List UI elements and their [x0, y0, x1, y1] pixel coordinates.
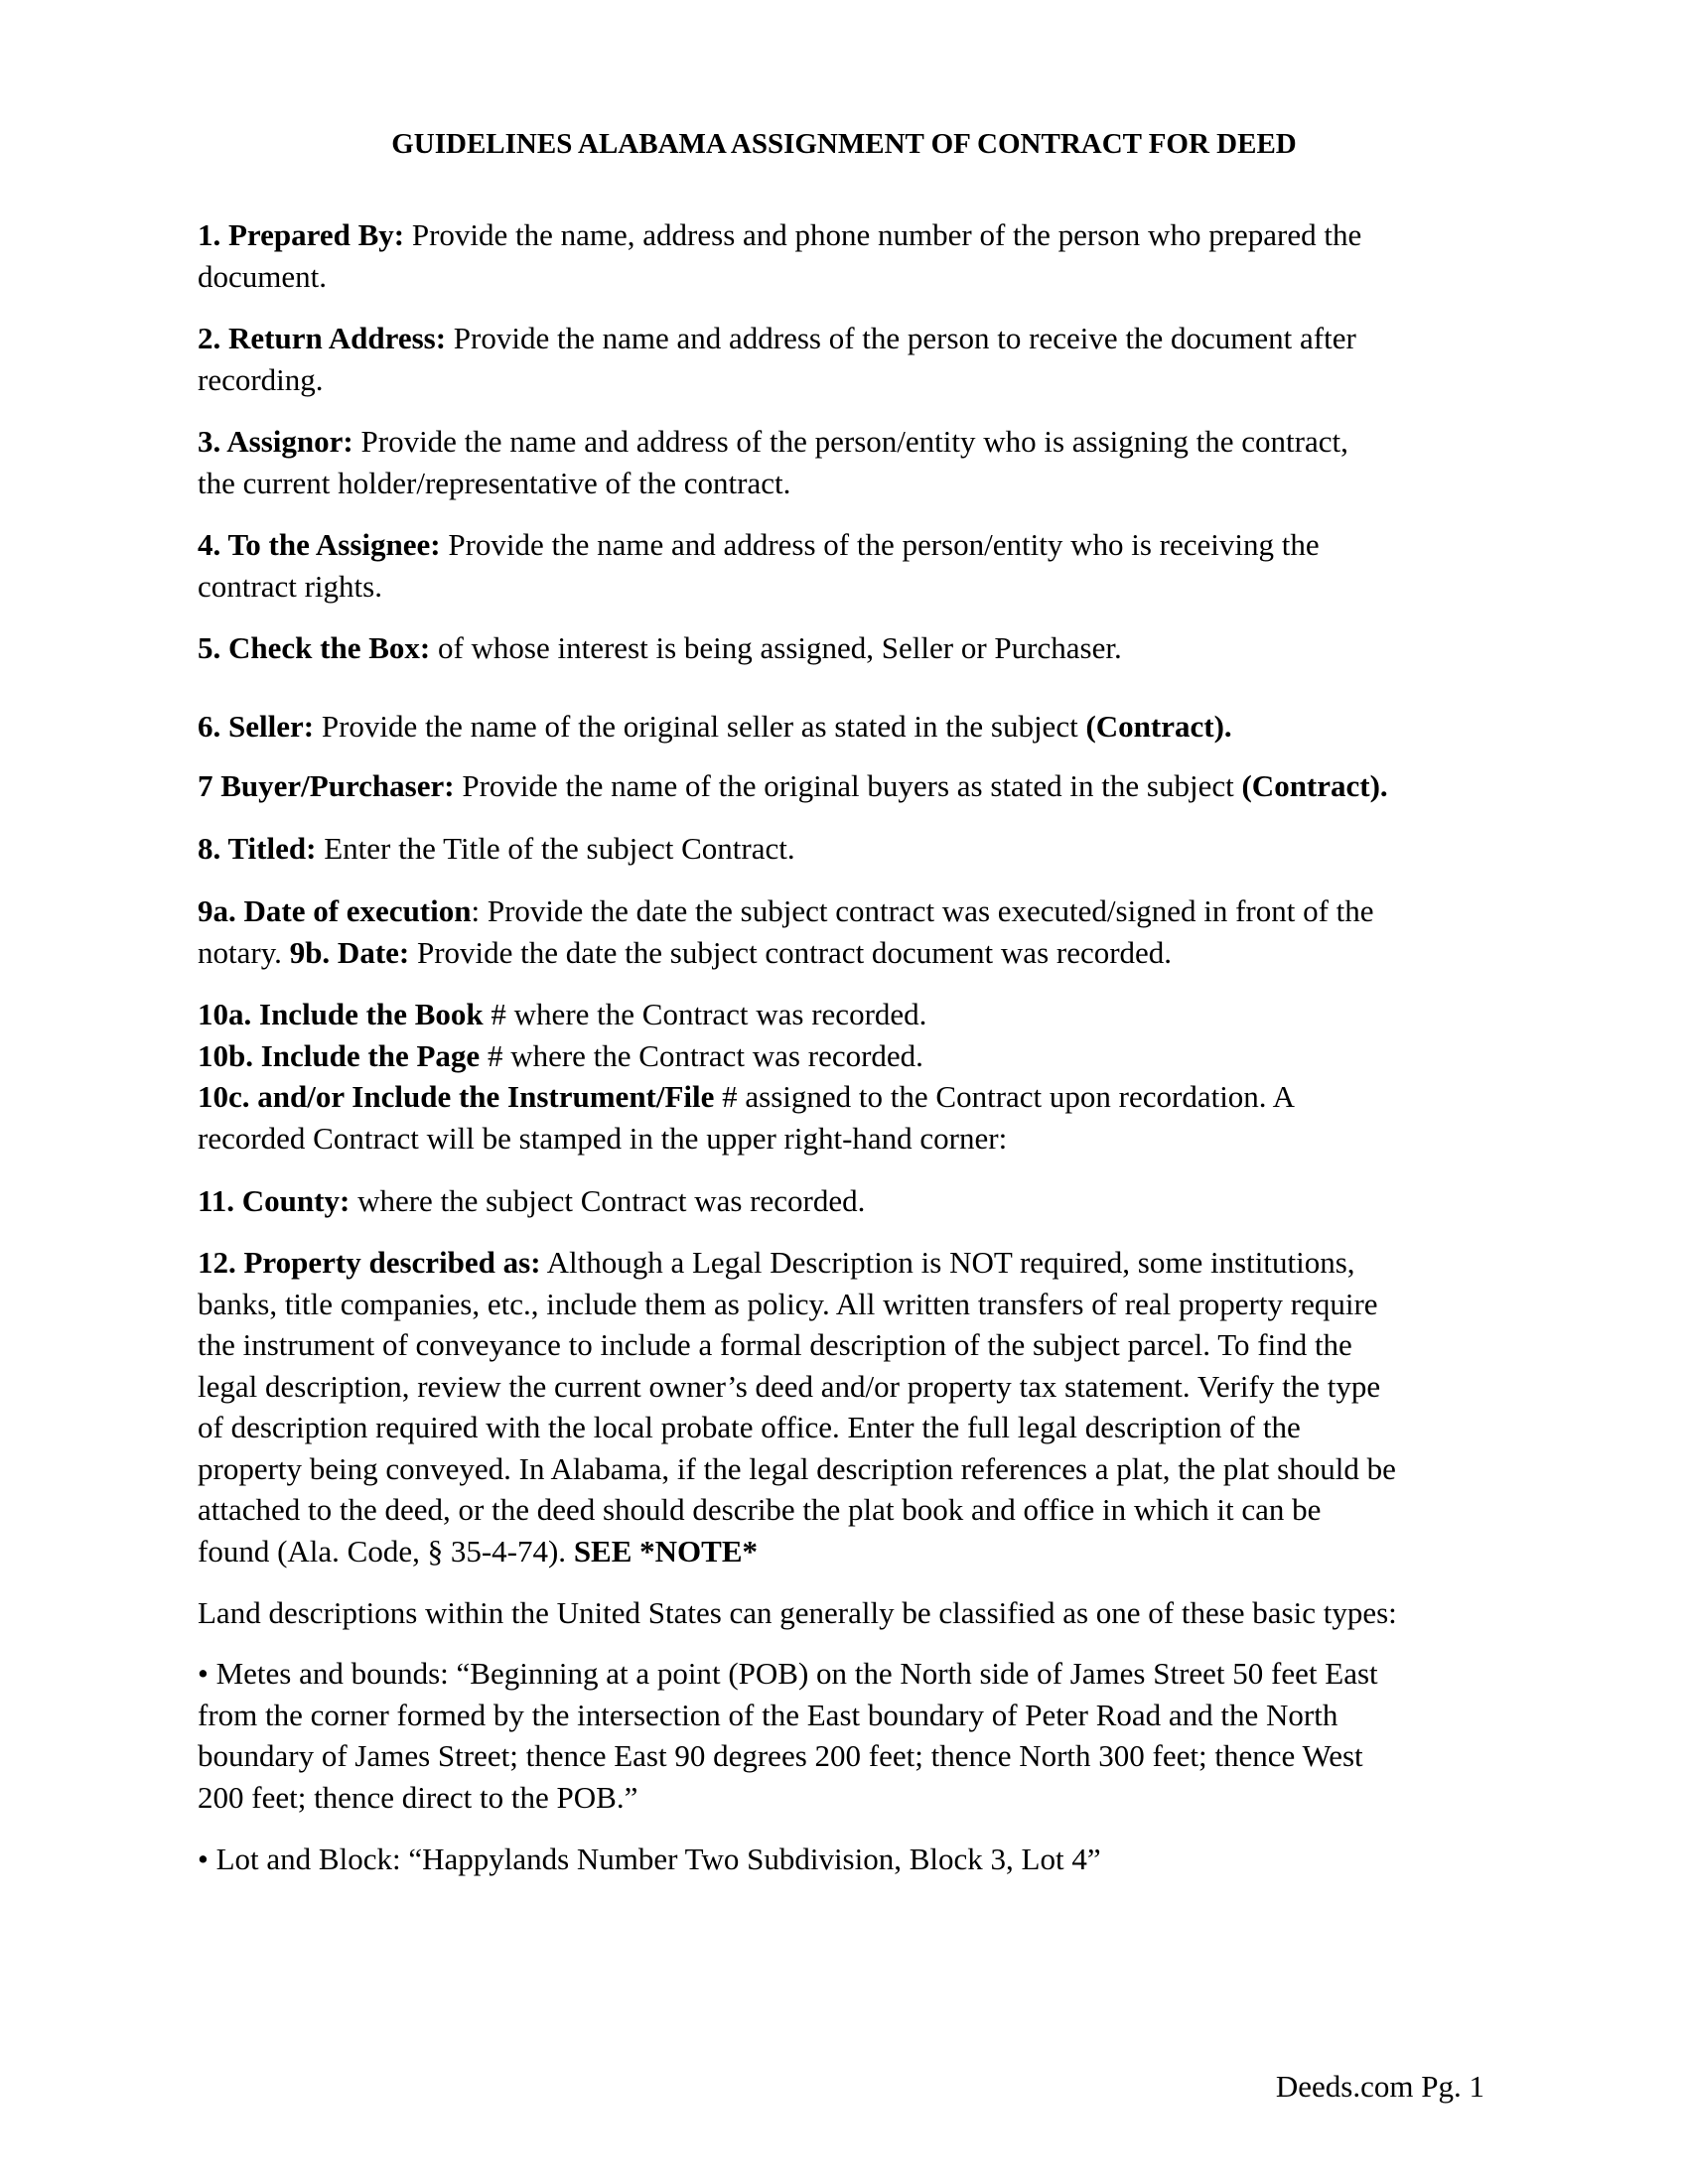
item-label: 10a. Include the Book — [198, 997, 484, 1031]
page-footer: Deeds.com Pg. 1 — [1275, 2069, 1484, 2104]
item-page — [198, 1035, 1488, 1077]
item-text: banks, title companies, etc., include them as policy. All written transfers of real property require — [198, 1286, 1378, 1321]
item-text: recorded Contract will be stamped in the upper right-hand corner: — [198, 1120, 1008, 1156]
item-property-description — [198, 1242, 1488, 1571]
item-text: # assigned to the Contract upon recordation. A — [714, 1079, 1295, 1114]
item-county — [198, 1180, 1488, 1222]
item-text: document. — [198, 258, 327, 294]
item-buyer — [198, 765, 1488, 807]
item-label: 1. Prepared By: — [198, 217, 405, 252]
item-text: Although a Legal Description is NOT required, some institutions, — [540, 1245, 1355, 1280]
item-text: legal description, review the current owner’s deed and/or property tax statement. Verify the type — [198, 1368, 1381, 1404]
item-check-box — [198, 627, 1488, 669]
item-text: the current holder/representative of the contract. — [198, 465, 791, 500]
item-label: 11. County: — [198, 1183, 351, 1218]
item-text: Provide the name and address of the person/entity who is receiving the — [440, 527, 1320, 562]
item-text: of whose interest is being assigned, Seller or Purchaser. — [430, 630, 1122, 665]
item-text: from the corner formed by the intersection of the East boundary of Peter Road and the North — [198, 1697, 1338, 1732]
item-text: # where the Contract was recorded. — [480, 1037, 923, 1073]
item-return-address — [198, 318, 1488, 400]
item-label: 8. Titled: — [198, 831, 317, 866]
item-text: contract rights. — [198, 568, 382, 604]
item-label: 7 Buyer/Purchaser: — [198, 768, 455, 803]
item-text: where the subject Contract was recorded. — [350, 1183, 866, 1218]
item-text: attached to the deed, or the deed should describe the plat book and office in which it can be — [198, 1492, 1322, 1527]
item-label: 12. Property described as: — [198, 1245, 541, 1280]
item-titled — [198, 828, 1488, 870]
item-text: • Metes and bounds: “Beginning at a point (POB) on the North side of James Street 50 feet East — [198, 1656, 1378, 1691]
item-text: boundary of James Street; thence East 90 degrees 200 feet; thence North 300 feet; thence West — [198, 1738, 1363, 1773]
item-label: 4. To the Assignee: — [198, 527, 441, 562]
item-text: recording. — [198, 361, 324, 397]
land-descriptions-intro: Land descriptions within the United States can generally be classified as one of these basic types: — [198, 1595, 1397, 1630]
item-label: 10c. and/or Include the Instrument/File — [198, 1079, 715, 1114]
item-book — [198, 994, 1488, 1035]
item-text: Provide the name of the original buyers as stated in the subject — [454, 768, 1242, 803]
see-note: SEE *NOTE* — [573, 1533, 759, 1569]
item-assignee — [198, 524, 1488, 607]
item-label: 9b. Date: — [289, 934, 410, 970]
item-text: Provide the name of the original seller as stated in the subject — [314, 709, 1086, 744]
item-label: 9a. Date of execution — [198, 893, 472, 928]
item-recording-references — [198, 994, 1488, 1159]
item-text: 200 feet; thence direct to the POB.” — [198, 1779, 638, 1815]
item-assignor — [198, 421, 1488, 503]
item-text: found (Ala. Code, § 35-4-74). — [198, 1533, 574, 1569]
item-seller — [198, 706, 1488, 748]
item-text: Provide the name and address of the person/entity who is assigning the contract, — [352, 424, 1348, 459]
item-text: of description required with the local probate office. Enter the full legal description of the — [198, 1410, 1301, 1444]
item-text: # where the Contract was recorded. — [483, 997, 927, 1031]
item-text: Enter the Title of the subject Contract. — [316, 831, 795, 866]
item-instrument — [198, 1076, 1488, 1118]
item-text: Provide the date the subject contract document was recorded. — [409, 934, 1173, 970]
item-date-execution — [198, 890, 1488, 973]
item-text: property being conveyed. In Alabama, if the legal description references a plat, the plat should be — [198, 1450, 1396, 1486]
item-prepared-by — [198, 214, 1488, 297]
item-label: 6. Seller: — [198, 709, 315, 744]
lot-and-block: • Lot and Block: “Happylands Number Two Subdivision, Block 3, Lot 4” — [198, 1842, 1101, 1876]
item-label: 3. Assignor: — [198, 424, 353, 459]
item-label: 10b. Include the Page — [198, 1037, 481, 1073]
item-text: Provide the name, address and phone number of the person who prepared the — [404, 217, 1362, 252]
item-text: notary. — [198, 934, 290, 970]
item-label: 5. Check the Box: — [198, 630, 431, 665]
document-title: GUIDELINES ALABAMA ASSIGNMENT OF CONTRACT FOR DEED — [391, 128, 1297, 160]
item-text: : Provide the date the subject contract was executed/signed in front of the — [471, 893, 1374, 928]
item-text: the instrument of conveyance to include a formal description of the subject parcel. To find the — [198, 1327, 1352, 1362]
item-suffix: (Contract). — [1241, 768, 1388, 803]
metes-and-bounds — [198, 1653, 1488, 1818]
item-text: Provide the name and address of the person to receive the document after — [446, 321, 1356, 355]
item-label: 2. Return Address: — [198, 321, 447, 355]
item-suffix: (Contract). — [1085, 709, 1232, 744]
